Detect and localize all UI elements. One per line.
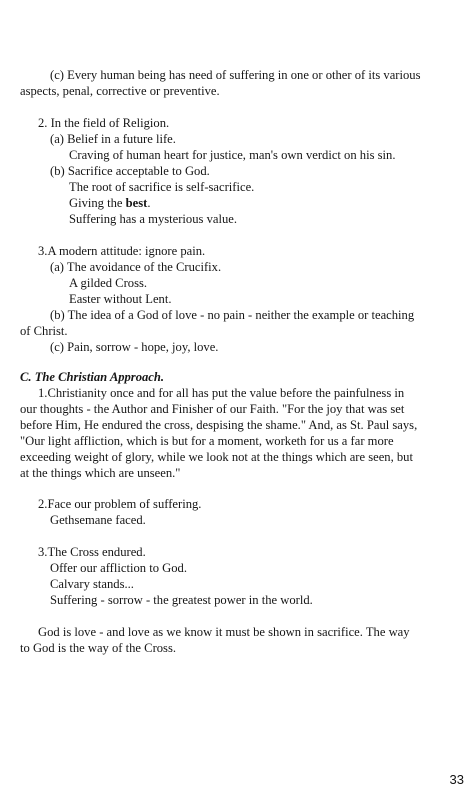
text-line: aspects, penal, corrective or preventive. [20, 84, 220, 98]
text-line: (b) The idea of a God of love - no pain - neither the example or teaching [50, 308, 415, 322]
text-line: exceeding weight of glory, while we look not at the things which are seen, but [20, 450, 413, 464]
section-item: 3.The Cross endured. [38, 545, 146, 559]
text-run: . [147, 196, 151, 210]
text-line: (c) Pain, sorrow - hope, joy, love. [50, 340, 219, 354]
page-number: 33 [449, 772, 464, 787]
text-line: 1.Christianity once and for all has put the value before the painfulness in [38, 386, 405, 400]
section-item: 2.Face our problem of suffering. [38, 497, 202, 511]
text-line: Suffering - sorrow - the greatest power in the world. [50, 593, 313, 607]
text-line: A gilded Cross. [69, 276, 148, 290]
text-line: our thoughts - the Author and Finisher of our Faith. "For the joy that was set [20, 402, 405, 416]
text-line: (c) Every human being has need of suffering in one or other of its various [50, 68, 421, 82]
text-line: at the things which are unseen." [20, 466, 181, 480]
text-line: of Christ. [20, 324, 68, 338]
text-line: The root of sacrifice is self-sacrifice. [69, 180, 255, 194]
text-line: Easter without Lent. [69, 292, 172, 306]
section-heading: C. The Christian Approach. [20, 370, 165, 384]
emphasis-text: best [125, 196, 148, 210]
text-line: God is love - and love as we know it must be shown in sacrifice. The way [38, 625, 410, 639]
text-run: Giving the [69, 196, 126, 210]
section-item: 3.A modern attitude: ignore pain. [38, 244, 206, 258]
text-line: Offer our affliction to God. [50, 561, 187, 575]
text-line: "Our light affliction, which is but for a moment, worketh for us a far more [20, 434, 394, 448]
text-line: before Him, He endured the cross, despising the shame." And, as St. Paul says, [20, 418, 418, 432]
text-line: to God is the way of the Cross. [20, 641, 177, 655]
section-item: 2. In the field of Religion. [38, 116, 170, 130]
text-line: Craving of human heart for justice, man's own verdict on his sin. [69, 148, 396, 162]
text-line: (b) Sacrifice acceptable to God. [50, 164, 210, 178]
text-line: (a) Belief in a future life. [50, 132, 176, 146]
text-line: (a) The avoidance of the Crucifix. [50, 260, 222, 274]
text-line: Suffering has a mysterious value. [69, 212, 237, 226]
text-line: Gethsemane faced. [50, 513, 146, 527]
text-line [69, 196, 151, 211]
text-line: Calvary stands... [50, 577, 134, 591]
